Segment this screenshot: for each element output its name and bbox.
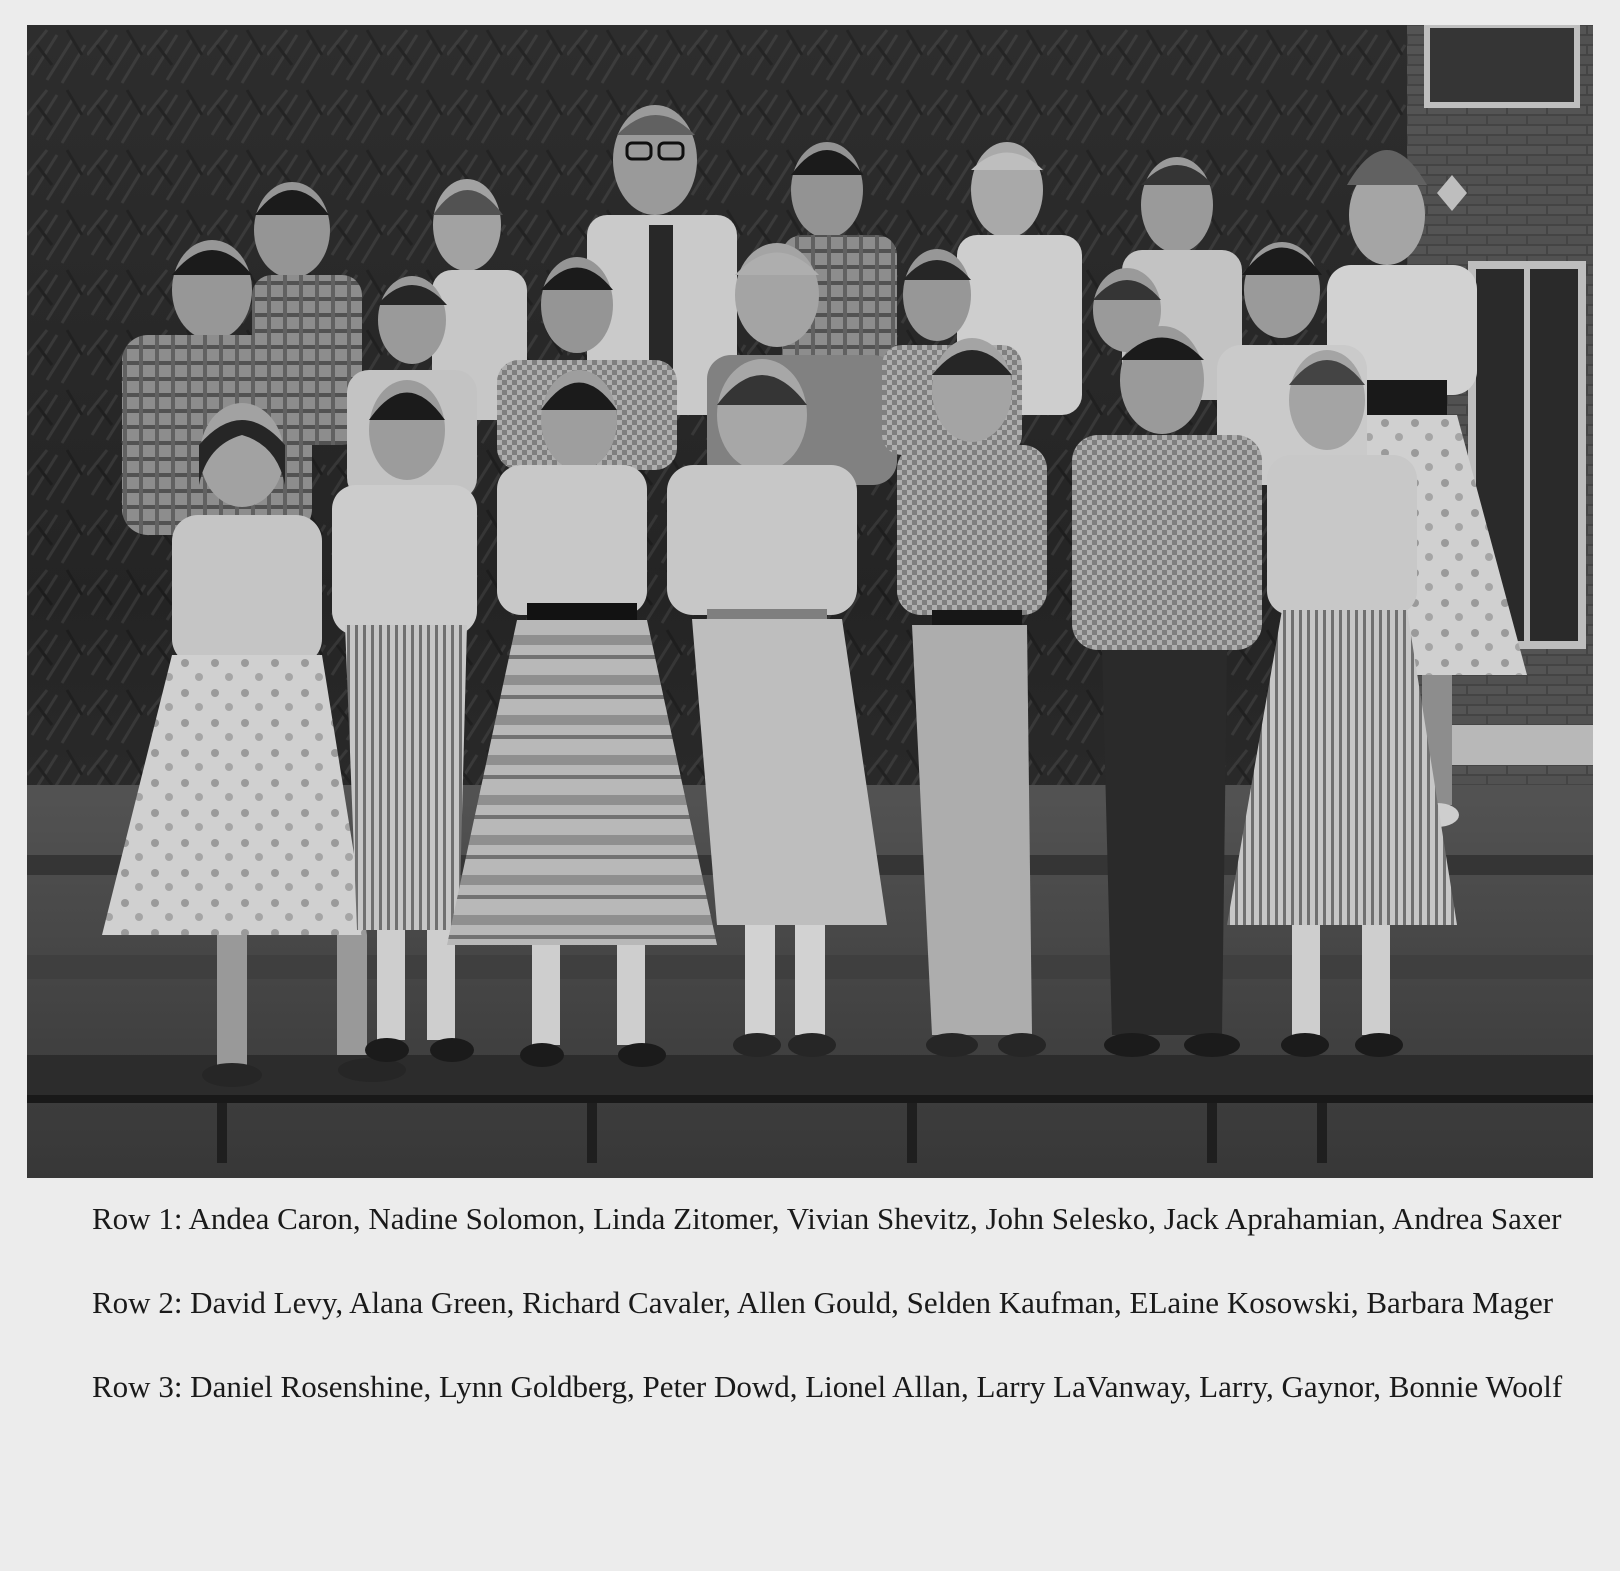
class-photo-illustration (27, 25, 1593, 1178)
caption-row-3: Row 3: Daniel Rosenshine, Lynn Goldberg, Peter Dowd, Lionel Allan, Larry LaVanway, Larry, Gaynor, Bonnie Woolf (92, 1369, 1563, 1404)
caption-row-1: Row 1: Andea Caron, Nadine Solomon, Linda Zitomer, Vivian Shevitz, John Selesko, Jack Aprahamian, Andrea Saxer (92, 1201, 1562, 1236)
class-photo (27, 25, 1593, 1178)
photo-caption (92, 1198, 1572, 1408)
caption-row-2: Row 2: David Levy, Alana Green, Richard Cavaler, Allen Gould, Selden Kaufman, ELaine Kosowski, Barbara Mager (92, 1285, 1554, 1320)
